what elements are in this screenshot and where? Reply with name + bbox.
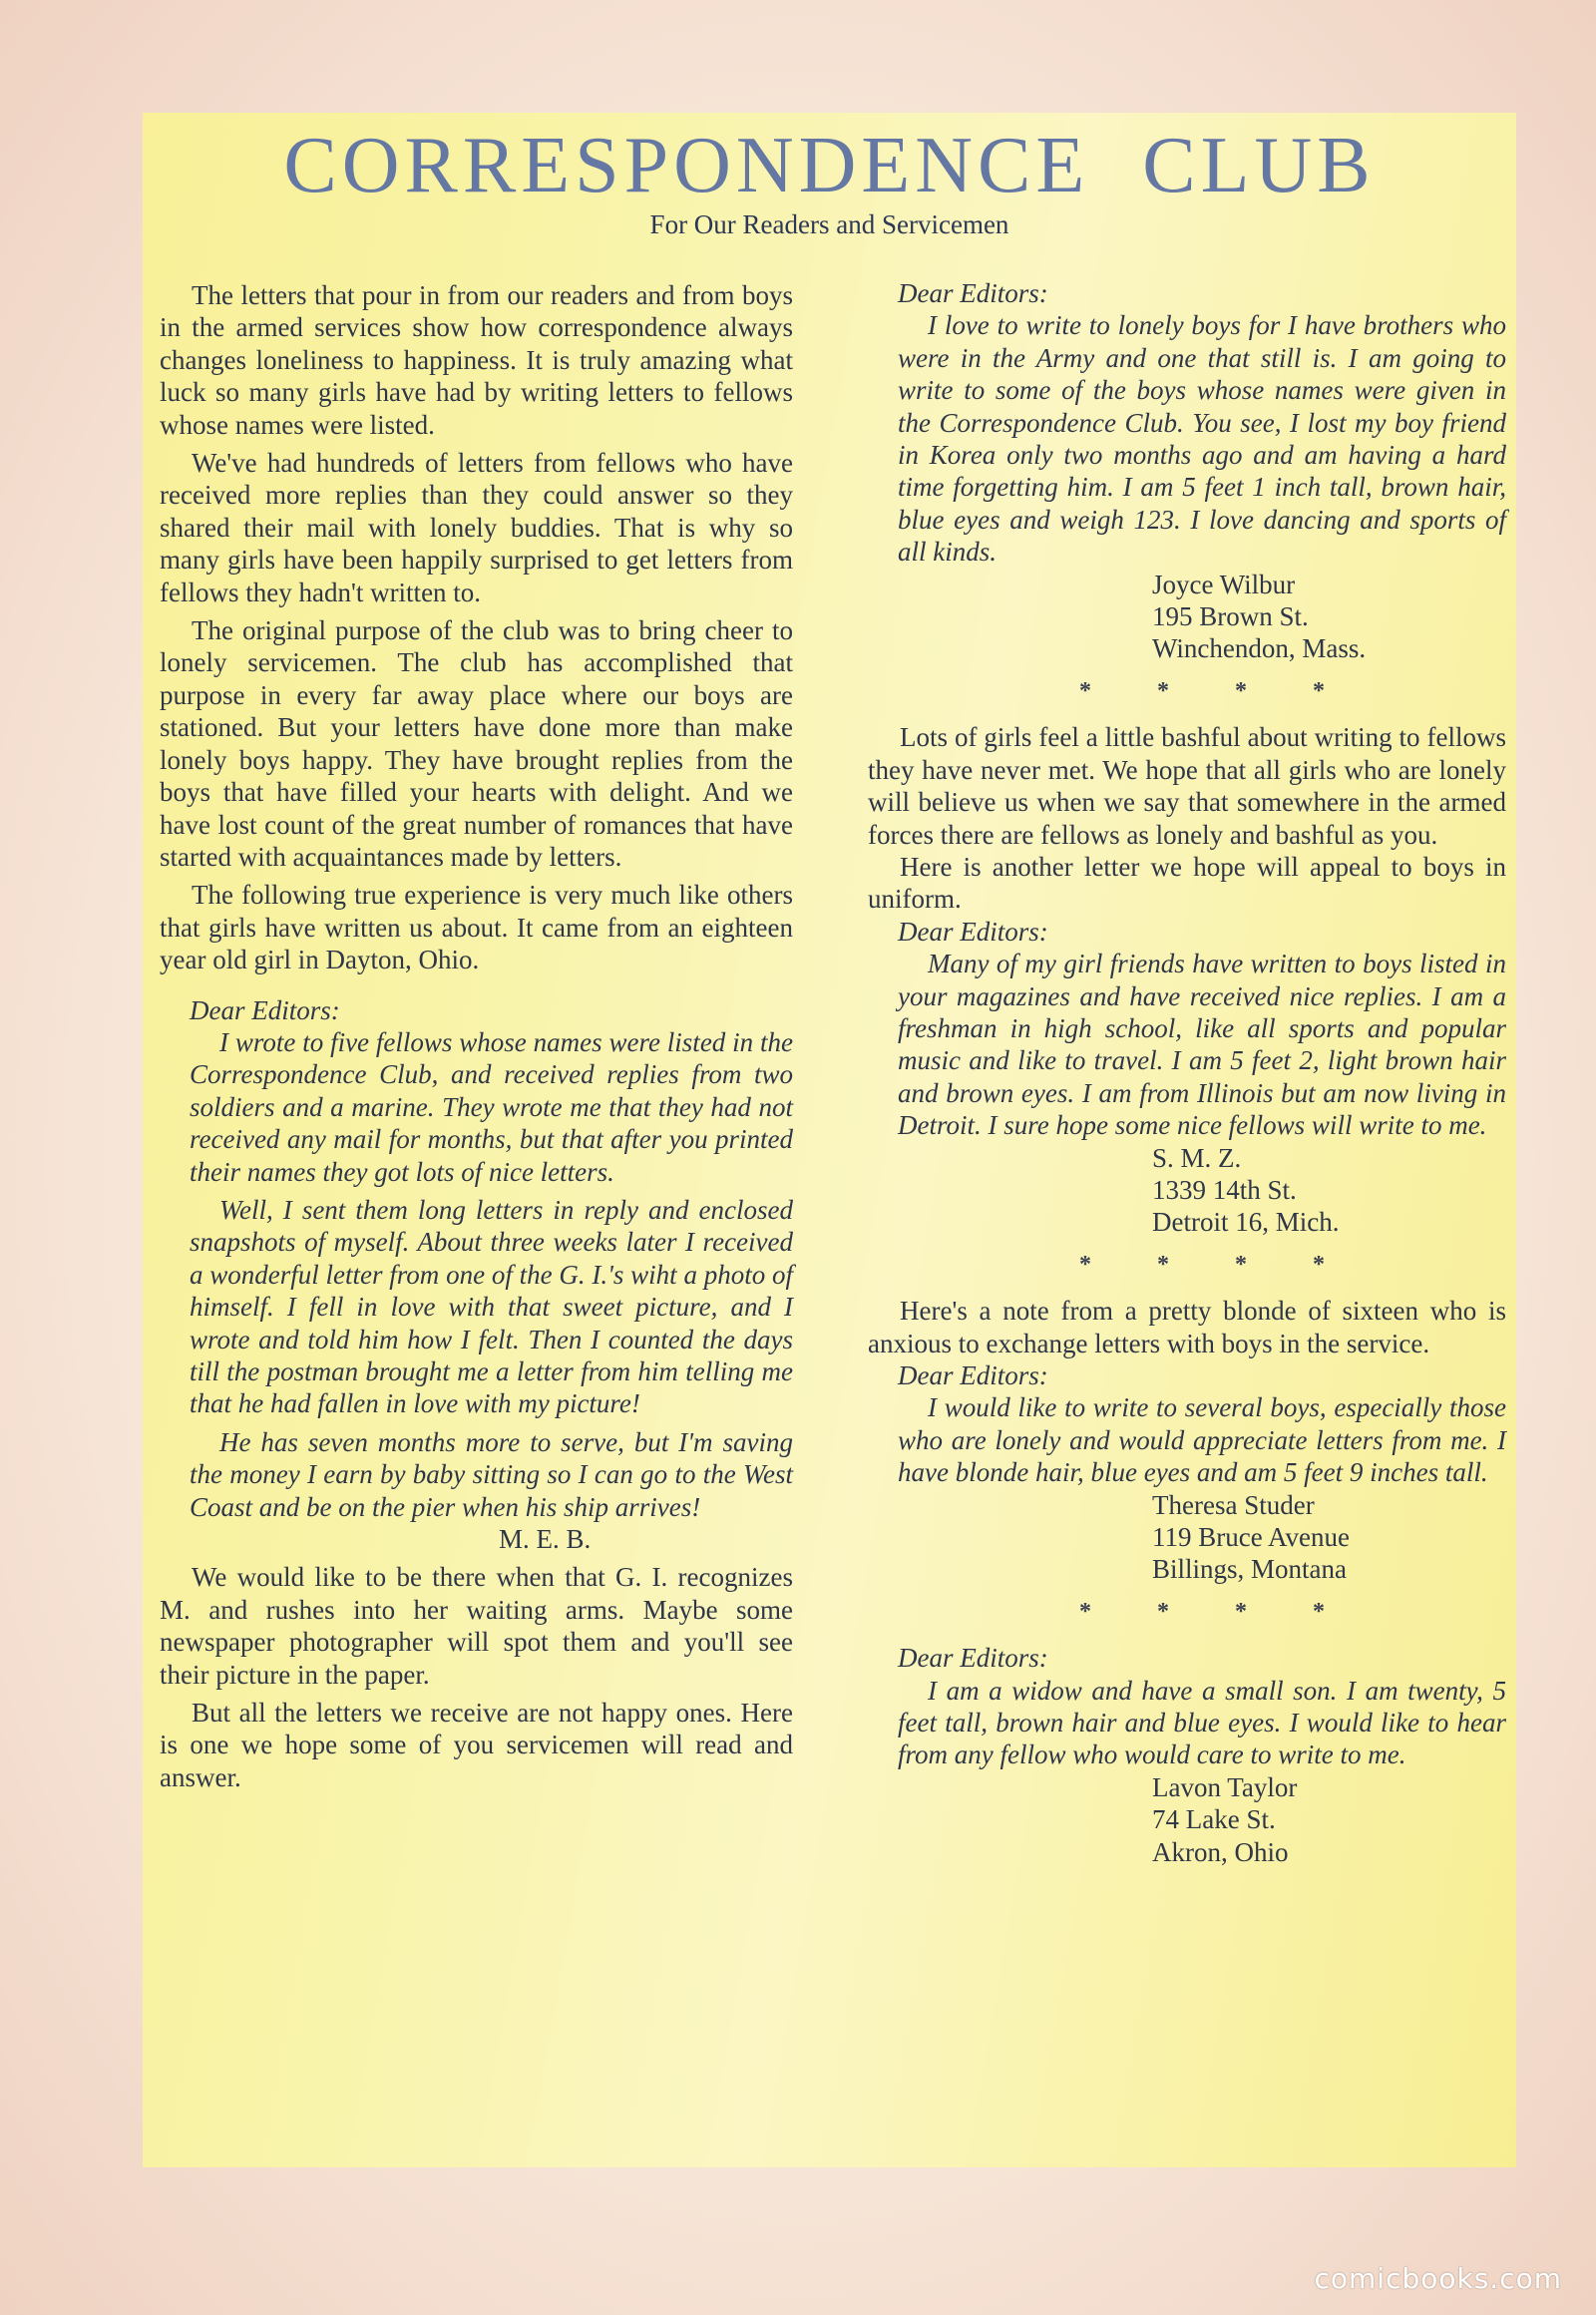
letter-salutation: Dear Editors: <box>190 994 340 1025</box>
site-watermark: comicbooks.com <box>1314 2262 1562 2295</box>
letter-signature-block <box>1152 1489 1506 1586</box>
left-column <box>160 279 793 1793</box>
signature-name: Joyce Wilbur <box>1152 569 1296 599</box>
letter-body: I wrote to five fellows whose names were listed in the Correspondence Club, and received replies from two soldiers and a marine. They wrote me that they had not received any mail for months, but that after you printed their names they got lots of nice letters. <box>190 1026 793 1187</box>
signature-city: Billings, Montana <box>1152 1554 1347 1585</box>
bashful-paragraph: Lots of girls feel a little bashful about writing to fellows they have never met. We hope that all girls who are lonely will believe us when we say that somewhere in the armed forces there are fellows as lonely and bashful as you. <box>868 722 1506 850</box>
letter-signature-block <box>1152 569 1506 665</box>
letter-salutation: Dear Editors: <box>898 1360 1048 1390</box>
intro-paragraph: The letters that pour in from our readers and from boys in the armed services show how correspondence always changes loneliness to happiness. It is truly amazing what luck so many girls have had by writing letters to fellows whose names were listed. <box>160 280 793 440</box>
letter-body: I love to write to lonely boys for I have brothers who were in the Army and one that still is. I am going to write to some of the boys whose names were given in the Correspondence Club. You see, I lost my boy friend in Korea only two months ago and am having a hard time forgetting him. I am 5 feet 1 inch tall, brown hair, blue eyes and weigh 123. I love dancing and sports of all kinds. <box>898 310 1506 568</box>
replies-paragraph: We've had hundreds of letters from fellows who have received more replies than they could answer so they shared their mail with lonely buddies. That is why so many girls have been happily surprised to get letters from fellows they hadn't written to. <box>160 448 793 607</box>
signature-name: Lavon Taylor <box>1152 1771 1298 1802</box>
section-divider-stars: * * * * <box>1079 1598 1355 1625</box>
unhappy-paragraph: But all the letters we receive are not happy ones. Here is one we hope some of you servicemen will read and answer. <box>160 1698 793 1792</box>
experience-paragraph: The following true experience is very much like others that girls have written us about. It came from an eighteen year old girl in Dayton, Ohio. <box>160 880 793 975</box>
signature-street: 1339 14th St. <box>1152 1174 1297 1205</box>
signature-city: Akron, Ohio <box>1152 1836 1289 1867</box>
signature-street: 119 Bruce Avenue <box>1152 1522 1350 1553</box>
letter-body: I would like to write to several boys, especially those who are lonely and would appreciate letters from me. I have blonde hair, blue eyes and am 5 feet 9 inches tall. <box>898 1392 1506 1488</box>
letter-salutation: Dear Editors: <box>898 916 1048 947</box>
page-title: CORRESPONDENCE CLUB <box>283 122 1376 209</box>
signature-city: Detroit 16, Mich. <box>1152 1207 1340 1238</box>
page-subtitle: For Our Readers and Servicemen <box>649 209 1009 239</box>
reunion-paragraph: We would like to be there when that G. I. recognizes M. and rushes into her waiting arms. Maybe some newspaper photographer will spot them and you'll see their picture in the paper. <box>160 1562 793 1690</box>
letter-signature-block <box>1152 1142 1506 1239</box>
letter-salutation: Dear Editors: <box>898 1643 1048 1674</box>
signature-city: Winchendon, Mass. <box>1152 633 1367 664</box>
letter-body: Well, I sent them long letters in reply and enclosed snapshots of myself. About three weeks later I received a wonderful letter from one of the G. I.'s wiht a photo of himself. I fell in love with that sweet picture, and I wrote and told him how I felt. Then I counted the days till the postman brought me a letter from him telling me that he had fallen in love with my picture! <box>190 1194 793 1419</box>
purpose-paragraph: The original purpose of the club was to bring cheer to lonely servicemen. The club has accomplished that purpose in every far away place where our boys are stationed. But your letters have done more than make lonely boys happy. They have brought replies from the boys that have filled your hearts with delight. And we have lost count of the great number of romances that have started with acquaintances made by letters. <box>160 615 793 872</box>
section-divider-stars: * * * * <box>1079 677 1355 704</box>
letter-body: He has seven months more to serve, but I'm saving the money I earn by baby sitting so I can go to the West Coast and be on the pier when his ship arrives! <box>190 1426 793 1522</box>
letter-salutation: Dear Editors: <box>898 278 1048 308</box>
letter-signature: M. E. B. <box>499 1524 592 1555</box>
letter-body: I am a widow and have a small son. I am twenty, 5 feet tall, brown hair and blue eyes. I would like to hear from any fellow who would care to write to me. <box>898 1675 1506 1770</box>
signature-street: 74 Lake St. <box>1152 1804 1276 1835</box>
letter-body: Many of my girl friends have written to boys listed in your magazines and have received nice replies. I am a freshman in high school, like all sports and popular music and like to travel. I am 5 feet 2, light brown hair and brown eyes. I am from Illinois but am now living in Detroit. I sure hope some nice fellows will write to me. <box>898 949 1506 1141</box>
section-divider-stars: * * * * <box>1079 1251 1355 1278</box>
signature-street: 195 Brown St. <box>1152 601 1309 632</box>
letter-signature-block <box>1152 1771 1506 1868</box>
appeal-paragraph: Here is another letter we hope will appeal to boys in uniform. <box>868 851 1506 915</box>
blonde-paragraph: Here's a note from a pretty blonde of sixteen who is anxious to exchange letters with boys in the service. <box>868 1296 1506 1358</box>
signature-name: Theresa Studer <box>1152 1489 1315 1520</box>
signature-name: S. M. Z. <box>1152 1142 1242 1173</box>
right-column <box>868 277 1506 1868</box>
